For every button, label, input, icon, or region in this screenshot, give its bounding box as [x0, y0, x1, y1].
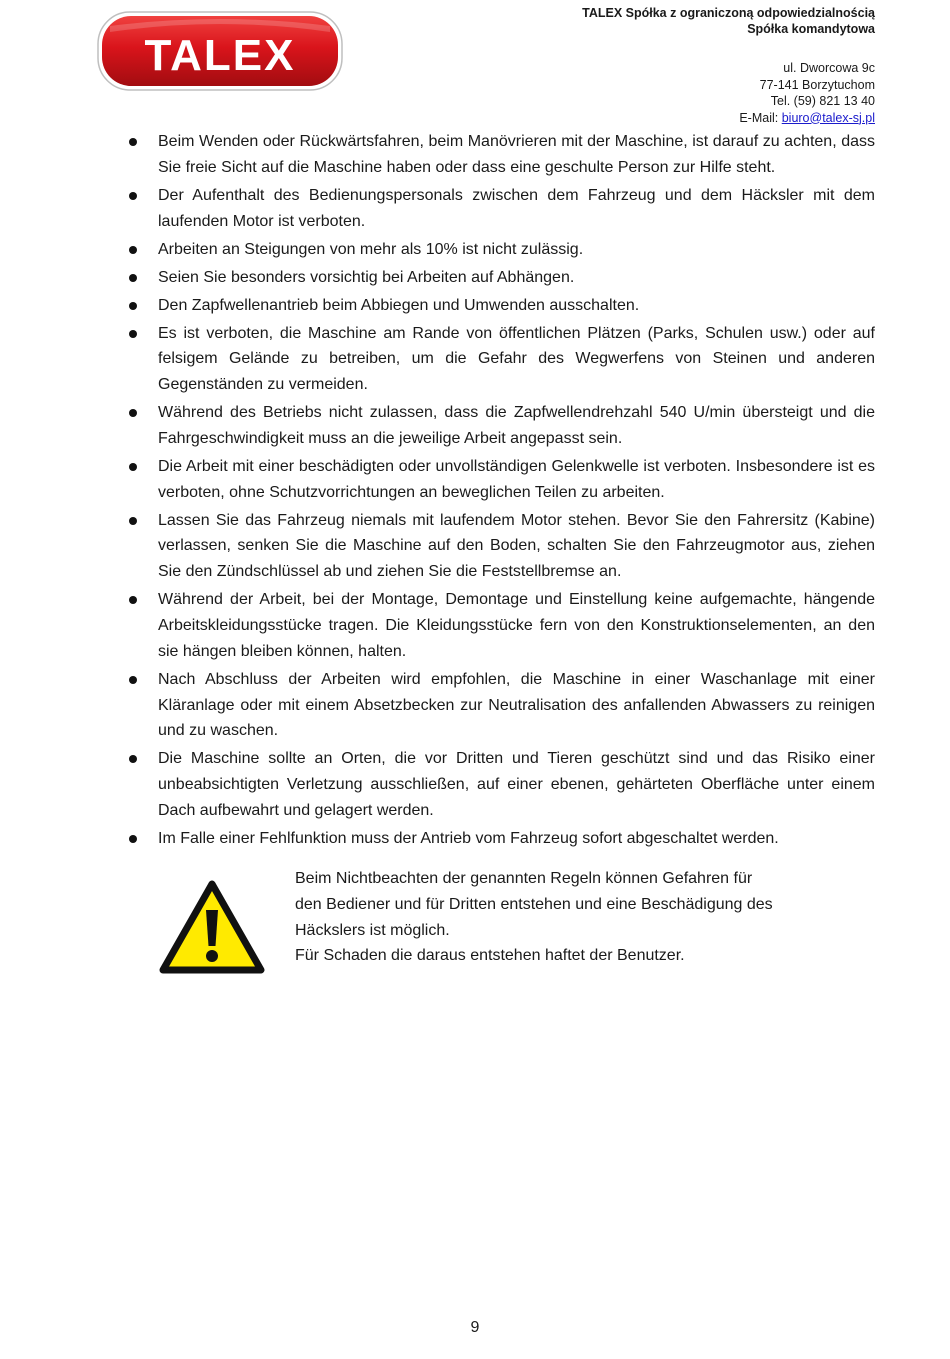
warning-line: Für Schaden die daraus entstehen haftet der Benutzer. [295, 947, 685, 965]
list-item [125, 826, 875, 852]
page-number: 9 [470, 1319, 480, 1336]
warning-line: Beim Nichtbeachten der genannten Regeln können Gefahren für [295, 870, 753, 887]
bullet-icon [129, 274, 137, 282]
email-link[interactable]: biuro@talex-sj.pl [781, 110, 875, 125]
email-line [739, 110, 875, 127]
list-item [125, 129, 875, 181]
warning-triangle-icon [157, 878, 267, 976]
bullet-icon [129, 596, 137, 604]
list-item [125, 667, 875, 744]
list-item-text: Seien Sie besonders vorsichtig bei Arbeiten auf Abhängen. [158, 268, 575, 286]
address-city: 77-141 Borzytuchom [759, 77, 875, 92]
company-address [739, 60, 875, 126]
phone-number: Tel. (59) 821 13 40 [770, 94, 875, 108]
list-item [125, 293, 875, 319]
warning-text [295, 866, 815, 969]
bullet-icon [129, 246, 137, 254]
email-label: E-Mail: [739, 110, 782, 125]
list-item [125, 400, 875, 452]
company-line-1: TALEX Spółka z ograniczoną odpowiedzialnością [582, 6, 875, 20]
warning-line: den Bediener und für Dritten entstehen und eine Beschädigung des [295, 895, 773, 913]
list-item-text: Den Zapfwellenantrieb beim Abbiegen und Umwenden ausschalten. [158, 296, 640, 314]
list-item [125, 321, 875, 398]
bullet-icon [129, 517, 137, 525]
bullet-icon [129, 302, 137, 310]
list-item-text: Es ist verboten, die Maschine am Rande von öffentlichen Plätzen (Parks, Schulen usw.) oder auf felsigem Gelände zu betreiben, um die Gefahr des Wegwerfens von Steinen und anderen Gegenständen zu vermeiden. [158, 324, 875, 394]
bullet-icon [129, 192, 137, 200]
list-item [125, 237, 875, 263]
bullet-icon [129, 409, 137, 417]
talex-logo [96, 10, 344, 92]
list-item [125, 508, 875, 585]
bullet-icon [129, 835, 137, 843]
list-item-text: Während des Betriebs nicht zulassen, dass die Zapfwellendrehzahl 540 U/min übersteigt und die Fahrgeschwindigkeit muss an die jeweilige Arbeit angepasst sein. [158, 404, 875, 447]
list-item [125, 265, 875, 291]
list-item [125, 454, 875, 506]
safety-rules-list [125, 129, 875, 854]
company-name [582, 5, 875, 37]
list-item-text: Der Aufenthalt des Bedienungspersonals zwischen dem Fahrzeug und dem Häcksler mit dem laufenden Motor ist verboten. [158, 186, 875, 230]
bullet-icon [129, 755, 137, 763]
list-item-text: Die Maschine sollte an Orten, die vor Dritten und Tieren geschützt sind und das Risiko einer unbeabsichtigten Verletzung ausschließen, auf einer ebenen, gehärteten Oberfläche unter einem Dach aufbewahrt und gelagert werden. [158, 750, 875, 819]
bullet-icon [129, 138, 137, 146]
list-item-text: Beim Wenden oder Rückwärtsfahren, beim Manövrieren mit der Maschine, ist darauf zu achten, dass Sie freie Sicht auf die Maschine haben oder dass eine geschulte Person zur Hilfe steht. [158, 133, 875, 176]
address-street: ul. Dworcowa 9c [783, 61, 875, 75]
list-item [125, 587, 875, 664]
bullet-icon [129, 463, 137, 471]
list-item-text: Nach Abschluss der Arbeiten wird empfohlen, die Maschine in einer Waschanlage mit einer Kläranlage oder mit einem Absetzbecken zur Neutralisation des anfallenden Abwassers zu reinigen und zu waschen. [158, 670, 875, 740]
bullet-icon [129, 676, 137, 684]
company-line-2: Spółka komandytowa [747, 22, 875, 36]
list-item-text: Arbeiten an Steigungen von mehr als 10% ist nicht zulässig. [158, 240, 584, 258]
svg-text:TALEX: TALEX [144, 31, 296, 80]
warning-line: Häckslers ist möglich. [295, 921, 450, 939]
list-item-text: Im Falle einer Fehlfunktion muss der Antrieb vom Fahrzeug sofort abgeschaltet werden. [158, 829, 779, 847]
list-item-text: Lassen Sie das Fahrzeug niemals mit laufendem Motor stehen. Bevor Sie den Fahrersitz (Kabine) verlassen, senken Sie die Maschine auf den Boden, schalten Sie den Fahrzeugmotor aus, ziehen Sie den Zündschlüssel ab und ziehen Sie die Feststellbremse an. [158, 511, 875, 581]
list-item [125, 746, 875, 823]
bullet-icon [129, 330, 137, 338]
list-item [125, 183, 875, 235]
list-item-text: Die Arbeit mit einer beschädigten oder unvollständigen Gelenkwelle ist verboten. Insbesondere ist es verboten, ohne Schutzvorrichtungen an beweglichen Teilen zu arbeiten. [158, 457, 875, 501]
list-item-text: Während der Arbeit, bei der Montage, Demontage und Einstellung keine aufgemachte, hängende Arbeitskleidungsstücke tragen. Die Kleidungsstücke fern von den Konstruktionselementen, an den sie hängen bleiben können, halten. [158, 591, 875, 660]
